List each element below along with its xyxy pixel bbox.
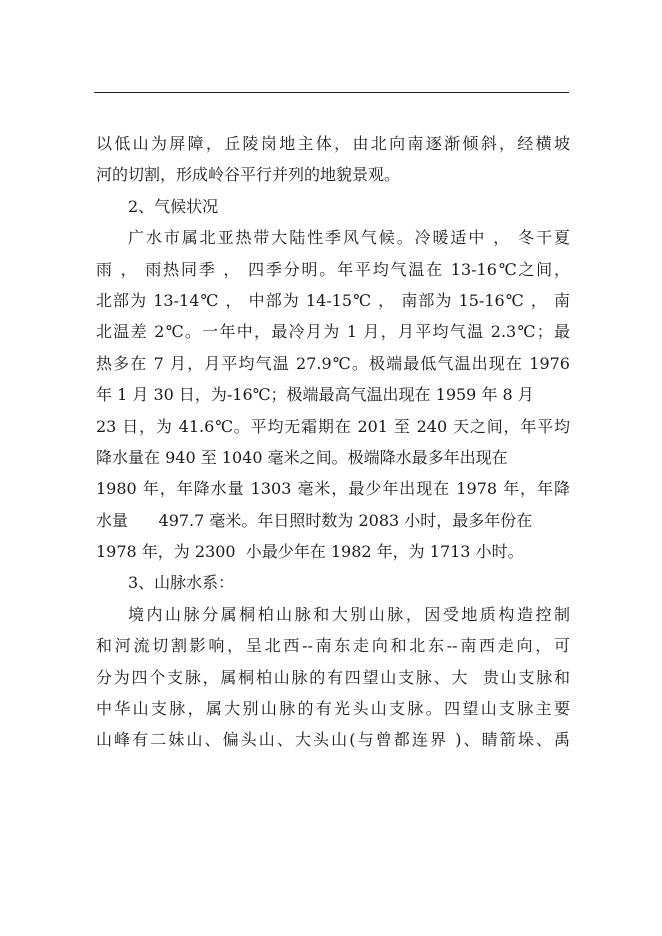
body-line-9: 年 1 月 30 日，为-16℃；极端最高气温出现在 1959 年 8 月: [96, 385, 534, 405]
body-line-1: 以低山为屏障，丘陵岗地主体，由北向南逐渐倾斜，经横坡: [96, 134, 570, 153]
body-line-17: 和河流切割影响，呈北西--南东走向和北东--南西走向，可: [96, 636, 570, 656]
body-line-7: 北温差 2℃。一年中，最冷月为 1 月，月平均气温 2.3℃；最: [96, 322, 570, 342]
body-line-14: 1978 年，为 2300 小最少年在 1982 年，为 1713 小时。: [96, 542, 524, 562]
body-line-5: 雨 ， 雨热同季 ， 四季分明。年平均气温在 13-16℃之间，: [96, 259, 570, 279]
body-line-19: 中华山支脉，属大别山脉的有光头山支脉。四望山支脉主要: [96, 699, 570, 719]
section-heading-climate: 2、气候状况: [128, 196, 219, 216]
body-line-10: 23 日，为 41.6℃。平均无霜期在 201 至 240 天之间，年平均: [96, 416, 570, 436]
body-line-18: 分为四个支脉，属桐柏山脉的有四望山支脉、大 贵山支脉和: [96, 667, 570, 687]
body-line-8: 热多在 7 月，月平均气温 27.9℃。极端最低气温出现在 1976: [96, 353, 570, 373]
body-line-2: 河的切割，形成岭谷平行并列的地貌景观。: [96, 165, 401, 185]
body-line-20: 山峰有二妹山、偏头山、大头山(与曾都连界 )、睛箭垛、禹: [96, 730, 570, 750]
body-line-12: 1980 年，年降水量 1303 毫米，最少年出现在 1978 年，年降: [96, 479, 570, 499]
body-line-6: 北部为 13-14℃ ， 中部为 14-15℃ ， 南部为 15-16℃ ， 南: [96, 290, 570, 310]
body-line-4: 广水市属北亚热带大陆性季风气候。冷暖适中 ， 冬干夏: [128, 228, 570, 248]
section-heading-mountains: 3、山脉水系：: [128, 573, 235, 593]
header-rule: [94, 92, 569, 93]
body-line-16: 境内山脉分属桐柏山脉和大别山脉，因受地质构造控制: [128, 604, 570, 624]
body-line-11: 降水量在 940 至 1040 毫米之间。极端降水最多年出现在: [96, 447, 508, 467]
document-body: [96, 128, 570, 756]
body-line-13: 水量 497.7 毫米。年日照时数为 2083 小时，最多年份在: [96, 510, 533, 530]
